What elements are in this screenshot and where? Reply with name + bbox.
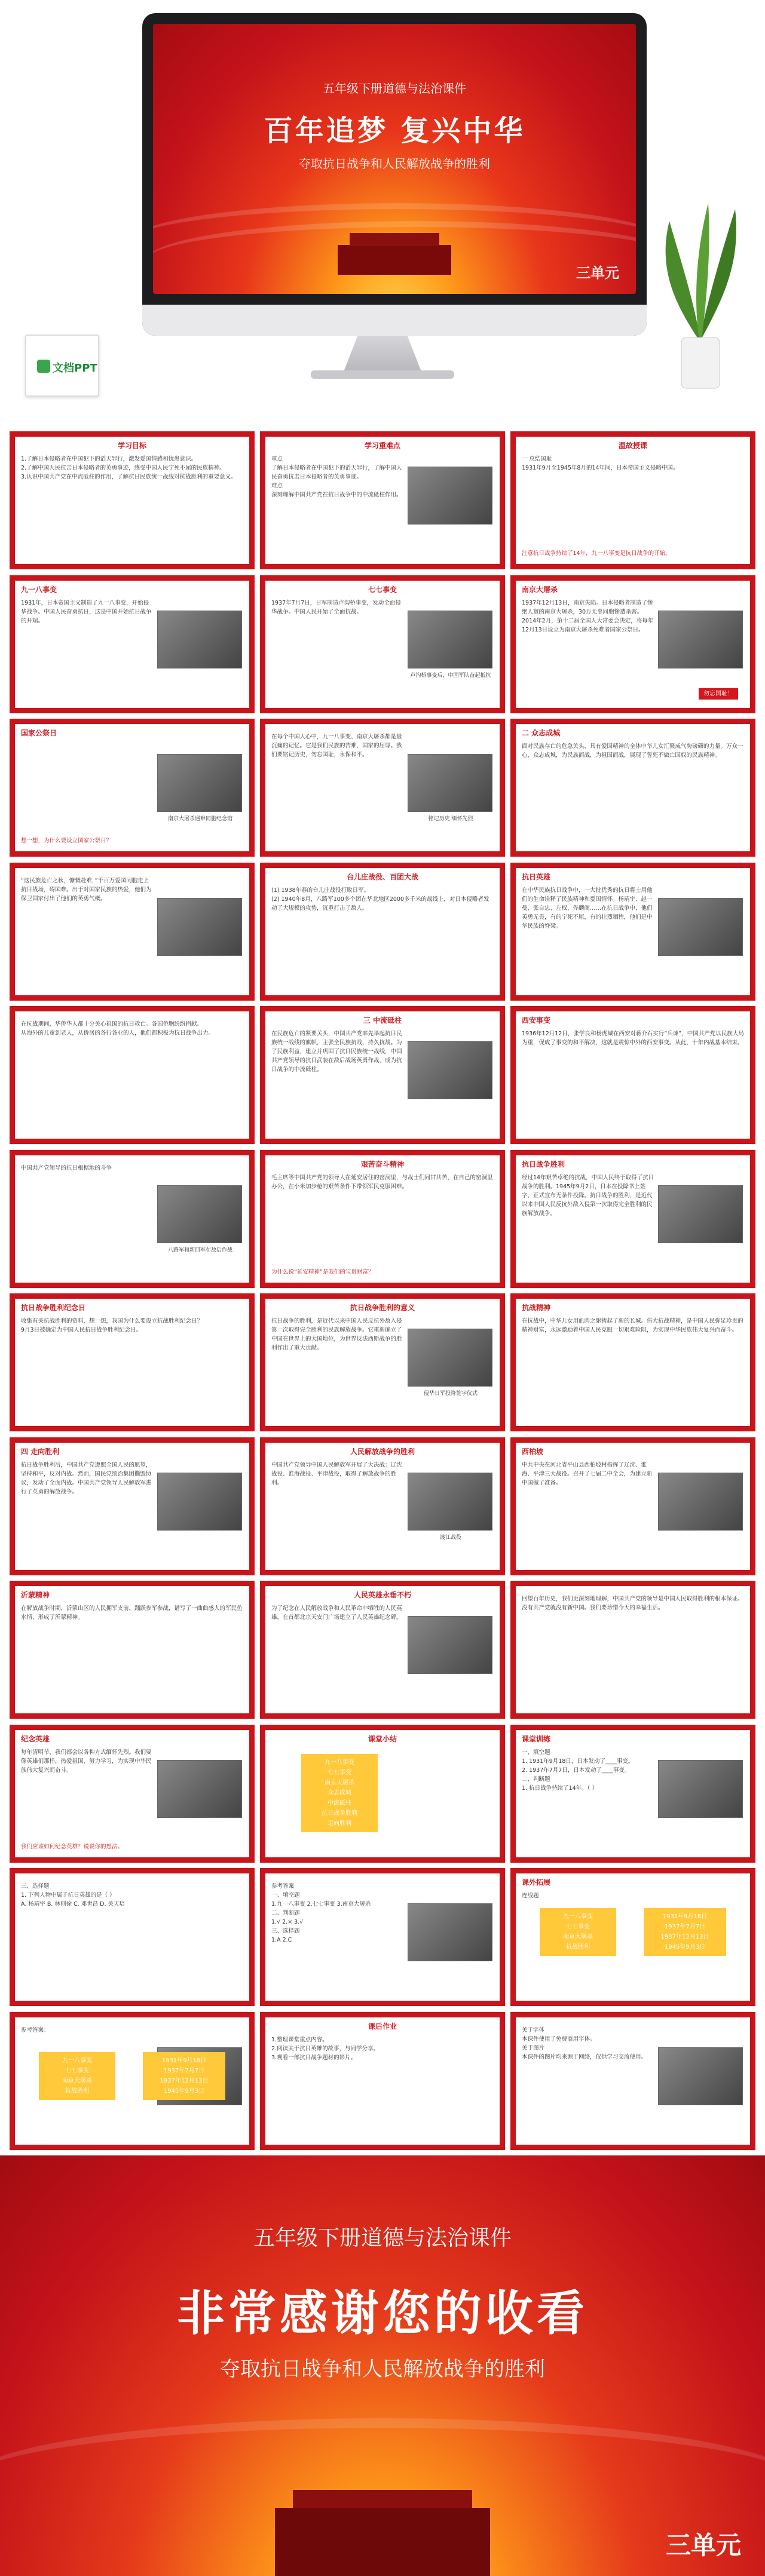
hero-section bbox=[0, 0, 765, 418]
list-item: 抗战胜利 bbox=[65, 2087, 89, 2094]
tiananmen-gate-icon bbox=[275, 2508, 490, 2576]
slide-text: 中国共产党领导中国人民解放军开展了大决战：辽沈战役、淮海战役、平津战役，取得了解放战争的胜利。 bbox=[271, 1461, 402, 1486]
item-list bbox=[301, 1754, 378, 1832]
list-item: 1931年9月18日 bbox=[161, 2057, 207, 2064]
slide-card bbox=[260, 1150, 505, 1288]
slide-text: 毛主席等中国共产党的领导人在延安居住的窑洞里，与战士们同甘共苦，在自己的窑洞里办公，在小米加步枪的艰苦条件下带领军民克服困难。 bbox=[271, 1174, 493, 1190]
slide-title: 四 走向胜利 bbox=[21, 1447, 60, 1456]
list-item: 七七事变 bbox=[328, 1769, 351, 1776]
slide-card bbox=[10, 1868, 255, 2006]
slide-text: 参考答案 一、填空题 1.九一八事变 2.七七事变 3.南京大屠杀 二、判断题 1.√ 2.× 3.√ 三、选择题 1.A 2.C bbox=[271, 1883, 371, 1943]
slide-card bbox=[260, 1437, 505, 1575]
slide-text: 关于字体 本课件使用了免费商用字体。 关于图片 本课件的图片均来源于网络，仅供学习交流使用。 bbox=[522, 2026, 647, 2060]
slide-card bbox=[510, 575, 755, 713]
slide-title: 抗日战争胜利的意义 bbox=[350, 1304, 415, 1312]
slide-text: 在抗战中，中华儿女用血肉之躯铸起了新的长城。伟大抗战精神，是中国人民弥足珍贵的精神财富，永远激励着中国人民克服一切艰难险阻，为实现中华民族伟大复兴而奋斗。 bbox=[522, 1318, 743, 1333]
slide-card bbox=[10, 2012, 255, 2150]
logo-icon bbox=[37, 360, 50, 373]
hero-subject: 五年级下册道德与法治课件 bbox=[323, 81, 466, 96]
slide-card bbox=[510, 1293, 755, 1431]
slide-photo bbox=[408, 467, 492, 525]
photo-caption: 渡江战役 bbox=[439, 1534, 461, 1541]
slide-text: 一 总结国耻 1931年9月至1945年8月的14年间，日本帝国主义侵略中国。 bbox=[522, 456, 679, 471]
monitor-chin bbox=[142, 305, 647, 336]
list-item: 七七事变 bbox=[65, 2067, 89, 2074]
hero-subtitle: 夺取抗日战争和人民解放战争的胜利 bbox=[299, 157, 490, 171]
slide-text: (1) 1938年春的台儿庄战役打败日军。 (2) 1940年8月，八路军100多个团在华北地区2000多千米的战线上，对日本侵略者发动了大规模的攻势，沉重打击了敌人。 bbox=[271, 887, 489, 912]
slide-title: 沂蒙精神 bbox=[21, 1591, 50, 1599]
slide-card bbox=[510, 1581, 755, 1719]
monitor-base bbox=[311, 370, 454, 379]
slide-title: 课堂小结 bbox=[368, 1734, 397, 1743]
slide-title: 抗日战争胜利纪念日 bbox=[21, 1304, 86, 1312]
slide-title: 南京大屠杀 bbox=[522, 585, 558, 594]
slide-title: 纪念英雄 bbox=[21, 1734, 50, 1743]
monitor-stand bbox=[344, 336, 421, 372]
monitor bbox=[142, 13, 647, 336]
list-item: 1937年12月13日 bbox=[660, 1934, 709, 1940]
slide-title: 抗战精神 bbox=[522, 1304, 551, 1312]
slide-text: 在中华民族抗日战争中，一大批优秀的抗日将士用他们的生命诠释了民族精神和爱国情怀。杨靖宇、赵一曼、张自忠、左权、佟麟阁……在抗日战争中，他们英勇无畏，有的宁死不屈，有的壮烈牺牲，他们是中华民族的脊梁。 bbox=[522, 887, 653, 930]
slide-card bbox=[510, 1006, 755, 1144]
slide-card bbox=[510, 1868, 755, 2006]
final-slide bbox=[0, 2155, 765, 2576]
photo-caption: 八路军和新四军在敌后作战 bbox=[167, 1247, 232, 1253]
slide-text: 1931年，日本帝国主义制造了九一八事变，开始侵华战争。中国人民奋勇抗日，这是中国开始抗日战争的开端。 bbox=[21, 599, 152, 624]
slide-badge: 勿忘国耻！ bbox=[699, 688, 738, 700]
slide-text: 在民族危亡的紧要关头，中国共产党率先举起抗日民族统一战线的旗帜，主张全民族抗战，持久抗战。为了民族利益，建立并巩固了抗日民族统一战线，中国共产党领导的抗日武装在敌后战场英勇作战，成为抗日战争的中流砥柱。 bbox=[271, 1031, 402, 1073]
slide-card bbox=[510, 719, 755, 857]
photo-caption: 铭记历史 缅怀先烈 bbox=[428, 816, 473, 822]
plant-icon bbox=[651, 197, 747, 394]
slide-title: 人民英雄永垂不朽 bbox=[353, 1591, 411, 1599]
slide-card bbox=[260, 1581, 505, 1719]
photo-caption: 南京大屠杀遇难同胞纪念馆 bbox=[167, 816, 232, 822]
slide-card bbox=[260, 2012, 505, 2150]
list-item: 1931年9月18日 bbox=[662, 1913, 708, 1920]
slide-text: 重点 了解日本侵略者在中国犯下的滔天罪行，了解中国人民奋勇抗击日本侵略者的英勇事迹。 难点 深刻理解中国共产党在抗日战争中的中流砥柱作用。 bbox=[271, 456, 402, 498]
monitor-screen bbox=[153, 24, 636, 294]
final-title: 非常感谢您的收看 bbox=[177, 2286, 588, 2341]
slide-photo bbox=[658, 898, 743, 956]
slide-text: 1937年12月13日，南京失陷。日本侵略者制造了惨绝人寰的南京大屠杀，30万无辜同胞惨遭杀害。2014年2月，第十二届全国人大常委会决定，将每年12月13日设立为南京大屠杀死难者国家公祭日。 bbox=[522, 599, 654, 633]
item-list bbox=[39, 2052, 115, 2100]
list-item: 中流砥柱 bbox=[328, 1799, 351, 1807]
slide-photo bbox=[658, 2047, 743, 2105]
slide-text: 参考答案： bbox=[21, 2026, 50, 2034]
tiananmen-roof-icon bbox=[293, 2490, 472, 2510]
list-item: 南京大屠杀 bbox=[325, 1779, 354, 1786]
slide-text: 抗日战争的胜利，是近代以来中国人民反抗外敌入侵第一次取得完全胜利的民族解放战争。它重新确立了中国在世界上的大国地位，为世界反法西斯战争的胜利作出了重大贡献。 bbox=[271, 1318, 402, 1351]
photo-caption: 卢沟桥事变后，中国军队奋起抵抗 bbox=[410, 672, 491, 679]
slide-text: 在每个中国人心中，九一八事变、南京大屠杀都是最沉痛的记忆。它是我们民族的苦难，国家的屈辱。我们要铭记历史，勿忘国耻，永保和平。 bbox=[271, 734, 402, 758]
slide-photo bbox=[157, 1473, 242, 1531]
slide-title: 台儿庄战役、百团大战 bbox=[346, 872, 418, 881]
list-item: 1945年9月3日 bbox=[664, 1944, 706, 1951]
slide-card bbox=[510, 431, 755, 569]
slide-title: 七七事变 bbox=[368, 585, 397, 594]
hero-title: 百年追梦 复兴中华 bbox=[264, 114, 525, 148]
list-item: 抗日战争胜利 bbox=[322, 1810, 357, 1817]
slide-title: 课外拓展 bbox=[522, 1878, 551, 1887]
slide-title: 学习重难点 bbox=[364, 441, 400, 450]
list-item: 1945年9月3日 bbox=[163, 2087, 205, 2094]
slide-question: 想一想，为什么要设立国家公祭日？ bbox=[21, 838, 112, 844]
list-item: 九一八事变 bbox=[62, 2057, 92, 2064]
slide-note: 注意抗日战争持续了14年，九一八事变是抗日战争的开始。 bbox=[522, 550, 671, 557]
slide-card bbox=[260, 719, 505, 857]
slide-photo bbox=[157, 898, 242, 956]
slide-photo bbox=[658, 611, 743, 668]
slide-text: 每年清明节，我们都会以各种方式缅怀先烈。我们要像英雄们那样，热爱祖国，努力学习，为实现中华民族伟大复兴而奋斗。 bbox=[21, 1749, 152, 1774]
slide-card bbox=[10, 1293, 255, 1431]
slide-card bbox=[510, 1437, 755, 1575]
logo-text: 文档PPT bbox=[53, 362, 97, 375]
list-item: 1937年7月7日 bbox=[163, 2067, 205, 2074]
slide-title: 抗日战争胜利 bbox=[522, 1160, 565, 1169]
list-item: 抗战胜利 bbox=[566, 1944, 590, 1951]
slide-title: 温故授课 bbox=[618, 441, 647, 450]
slide-title: 学习目标 bbox=[117, 441, 146, 450]
slide-card bbox=[10, 1581, 255, 1719]
slide-card bbox=[260, 575, 505, 713]
slide-title: 九一八事变 bbox=[21, 585, 57, 594]
slide-text: 中国共产党领导的抗日根据地的斗争 bbox=[21, 1164, 112, 1172]
slide-card bbox=[10, 719, 255, 857]
item-list-right bbox=[143, 2052, 225, 2100]
slide-title: 西柏坡 bbox=[522, 1447, 544, 1456]
list-item: 1937年12月13日 bbox=[160, 2077, 209, 2084]
list-item: 九一八事变 bbox=[563, 1913, 593, 1920]
slide-text: 回望百年历史，我们更深刻地理解，中国共产党的领导是中国人民取得胜利的根本保证。没有共产党就没有新中国。我们要珍惜今天的幸福生活。 bbox=[522, 1596, 743, 1611]
slide-text: 连线题 bbox=[522, 1893, 539, 1899]
slide-card bbox=[10, 1725, 255, 1863]
slide-photo bbox=[408, 1473, 492, 1531]
slide-title: 艰苦奋斗精神 bbox=[360, 1160, 404, 1169]
slide-card bbox=[260, 1006, 505, 1144]
slide-photo bbox=[408, 1616, 492, 1674]
slide-title: 二 众志成城 bbox=[522, 729, 561, 737]
slide-text: 为了纪念在人民解放战争和人民革命中牺牲的人民英雄，在首都北京天安门广场建立了人民英雄纪念碑。 bbox=[271, 1605, 402, 1621]
list-item: 1937年7月7日 bbox=[664, 1924, 706, 1930]
slide-card bbox=[260, 1725, 505, 1863]
list-item: 走向胜利 bbox=[328, 1820, 351, 1827]
slide-card bbox=[510, 863, 755, 1001]
list-item: 九一八事变 bbox=[325, 1759, 354, 1766]
slide-photo bbox=[408, 611, 492, 668]
slide-photo bbox=[658, 1473, 743, 1531]
slide-title: 抗日英雄 bbox=[522, 872, 551, 881]
list-item: 七七事变 bbox=[566, 1924, 590, 1930]
slide-title: 国家公祭日 bbox=[21, 729, 57, 737]
slide-title: 人民解放战争的胜利 bbox=[350, 1447, 415, 1456]
slide-title: 课后作业 bbox=[368, 2022, 397, 2031]
slide-photo bbox=[408, 1041, 492, 1099]
slide-title: 课堂训练 bbox=[522, 1734, 551, 1743]
tiananmen-roof-icon bbox=[350, 233, 439, 246]
slide-card bbox=[10, 575, 255, 713]
slide-photo bbox=[157, 1185, 242, 1243]
slide-card bbox=[10, 1006, 255, 1144]
photo-caption: 侵华日军投降签字仪式 bbox=[423, 1391, 478, 1397]
slide-photo bbox=[408, 1329, 492, 1387]
slide-text: 中共中央在河北省平山县西柏坡村指挥了辽沈、淮海、平津三大战役。召开了七届二中全会，为建立新中国做了准备。 bbox=[522, 1461, 653, 1486]
slide-text: 1936年12月12日，张学良和杨虎城在西安对蒋介石实行“兵谏”，中国共产党以民族大局为重，促成了事变的和平解决，这就是震惊中外的西安事变。从此，十年内战基本结束。 bbox=[522, 1031, 744, 1046]
list-item: 众志成城 bbox=[328, 1789, 351, 1796]
slide-question: 为什么说“延安精神”是我们的宝贵财富？ bbox=[271, 1268, 374, 1275]
slide-text: “这民族危亡之秋，慷慨赴难，”千百万爱国同胞走上抗日战场，碍国难。出于对国家民族的热爱，他们为保卫国家付出了他们的英勇气概。 bbox=[21, 877, 152, 902]
slide-photo bbox=[157, 611, 242, 668]
final-subtitle: 夺取抗日战争和人民解放战争的胜利 bbox=[220, 2357, 545, 2381]
slide-card bbox=[10, 431, 255, 569]
slide-text: 1.了解日本侵略者在中国犯下的滔天罪行，激发爱国情感和忧患意识。 2.了解中国人民抗击日本侵略者的英勇事迹，感受中国人民宁死不屈的民族精神。 3.认识中国共产党在中流砥柱的作用，了解抗日民族统一战线对抗战胜利的重要意义。 bbox=[21, 456, 237, 480]
slide-title: 西安事变 bbox=[522, 1016, 551, 1025]
slide-photo bbox=[157, 1760, 242, 1818]
slide-text: 1937年7月7日，日军制造卢沟桥事变，发动全面侵华战争。中国人民开始了全面抗战。 bbox=[271, 599, 401, 615]
slide-question: 我们应该如何纪念英雄？说说你的想法。 bbox=[21, 1843, 124, 1850]
slide-photo bbox=[408, 1903, 492, 1961]
final-subject: 五年级下册道德与法治课件 bbox=[253, 2226, 512, 2250]
slide-text: 面对民族存亡的危急关头，具有爱国精神的全体中华儿女汇聚成气势磅礴的力量。万众一心，众志成城，为民族而战，为祖国而战，展现了誓死不做亡国奴的民族精神。 bbox=[522, 743, 743, 759]
slide-photo bbox=[658, 1760, 743, 1818]
slide-card bbox=[260, 431, 505, 569]
final-unit: 三单元 bbox=[665, 2531, 741, 2560]
slide-card bbox=[260, 1293, 505, 1431]
slide-text: 一、填空题 1. 1931年9月18日，日本发动了____事变。 2. 1937年7月7日，日本发动了____事变。 二、判断题 1. 抗日战争持续了14年。（ ） bbox=[522, 1749, 634, 1792]
slide-text: 抗日战争胜利后，中国共产党遵照全国人民的愿望，坚持和平，反对内战。然而，国民党统治集团撕毁协议，发动了全面内战。中国共产党领导人民解放军进行了英勇的解放战争。 bbox=[21, 1461, 152, 1495]
slide-title: 三 中流砥柱 bbox=[363, 1016, 402, 1025]
slide-text: 三、选择题 1. 下列人物中属于抗日英雄的是（ ） A. 杨靖宇 B. 林则徐 C. 邓世昌 D. 关天培 bbox=[21, 1883, 126, 1908]
slide-text: 在抗战期间，华侨华人都十分关心祖国的抗日救亡。各国侨胞纷纷捐献。 从海外的儿童到老人，从侨居的各行各业的人，他们都积极为抗日战争出力。 bbox=[21, 1021, 215, 1036]
slide-text: 收集有关抗战胜利的资料，想一想，我国为什么要设立抗战胜利纪念日？ 9月3日被确定为中国人民抗日战争胜利纪念日。 bbox=[21, 1318, 203, 1333]
list-item: 南京大屠杀 bbox=[62, 2077, 92, 2084]
slide-text: 在解放战争时期，沂蒙山区的人民拥军支前，踊跃参军参战，谱写了一曲曲感人的军民鱼水情，形成了沂蒙精神。 bbox=[21, 1605, 243, 1621]
slide-card bbox=[510, 2012, 755, 2150]
slide-card bbox=[10, 1437, 255, 1575]
slide-photo bbox=[408, 754, 492, 812]
slide-card bbox=[510, 1725, 755, 1863]
slide-card bbox=[10, 863, 255, 1001]
slide-photo bbox=[658, 1185, 743, 1243]
tiananmen-gate-icon bbox=[338, 245, 451, 275]
item-list bbox=[540, 1908, 616, 1956]
hero-unit: 三单元 bbox=[576, 265, 619, 281]
slide-card bbox=[260, 1868, 505, 2006]
slide-text: 1.整理课堂重点内容。 2.阅读关于抗日英雄的故事，与同学分享。 3.观看一部抗日战争题材的影片。 bbox=[271, 2036, 380, 2061]
slide-card bbox=[10, 1150, 255, 1288]
calendar-logo bbox=[25, 335, 99, 397]
slide-text: 经过14年艰苦卓绝的抗战，中国人民终于取得了抗日战争的胜利。1945年9月2日，日本在投降书上签字，正式宣布无条件投降。抗日战争的胜利，是近代以来中国人民反抗外敌入侵第一次取得完全胜利的民族解放战争。 bbox=[522, 1174, 654, 1217]
slide-card bbox=[510, 1150, 755, 1288]
slide-photo bbox=[157, 754, 242, 812]
slide-card bbox=[260, 863, 505, 1001]
list-item: 南京大屠杀 bbox=[563, 1934, 593, 1940]
item-list-right bbox=[644, 1908, 726, 1956]
